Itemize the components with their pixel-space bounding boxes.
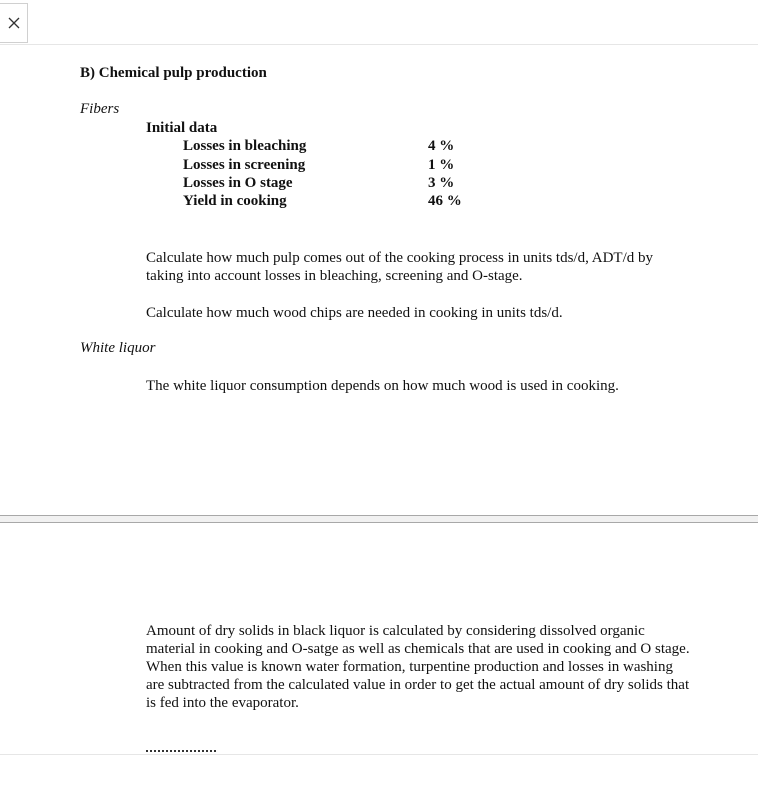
- row-label: Losses in screening: [183, 157, 306, 173]
- row-value: 3 %: [428, 175, 455, 191]
- dry-solids-paragraph: Amount of dry solids in black liquor is calculated by considering dissolved organic material in cooking and O-satge as well as chemicals that are used in cooking and O stage. When this value is known water formation, turpentine production and losses in washing are subtracted from the calculated value in order to get the actual amount of dry solids that is fed into the evaporator.: [146, 623, 690, 711]
- calc-pulp-paragraph: Calculate how much pulp comes out of the cooking process in units tds/d, ADT/d by taking into account losses in bleaching, screening and O-stage.: [146, 250, 654, 284]
- close-button[interactable]: [0, 3, 28, 43]
- close-icon: [8, 17, 20, 29]
- row-label: Yield in cooking: [183, 193, 287, 209]
- initial-data-heading: Initial data: [146, 120, 218, 136]
- document-page-2: [0, 523, 758, 754]
- white-liquor-paragraph: The white liquor consumption depends on how much wood is used in cooking.: [146, 378, 619, 394]
- row-value: 46 %: [428, 193, 462, 209]
- row-value: 4 %: [428, 138, 455, 154]
- section-title: B) Chemical pulp production: [80, 65, 267, 81]
- white-liquor-heading: White liquor: [80, 340, 156, 356]
- page-separator: [0, 515, 758, 523]
- document-page-1: [0, 45, 758, 517]
- calc-wood-paragraph: Calculate how much wood chips are needed in cooking in units tds/d.: [146, 305, 563, 321]
- row-value: 1 %: [428, 157, 455, 173]
- fibers-heading: Fibers: [80, 101, 120, 117]
- row-label: Losses in bleaching: [183, 138, 307, 154]
- viewer-bottom-divider: [0, 754, 758, 755]
- row-label: Losses in O stage: [183, 175, 293, 191]
